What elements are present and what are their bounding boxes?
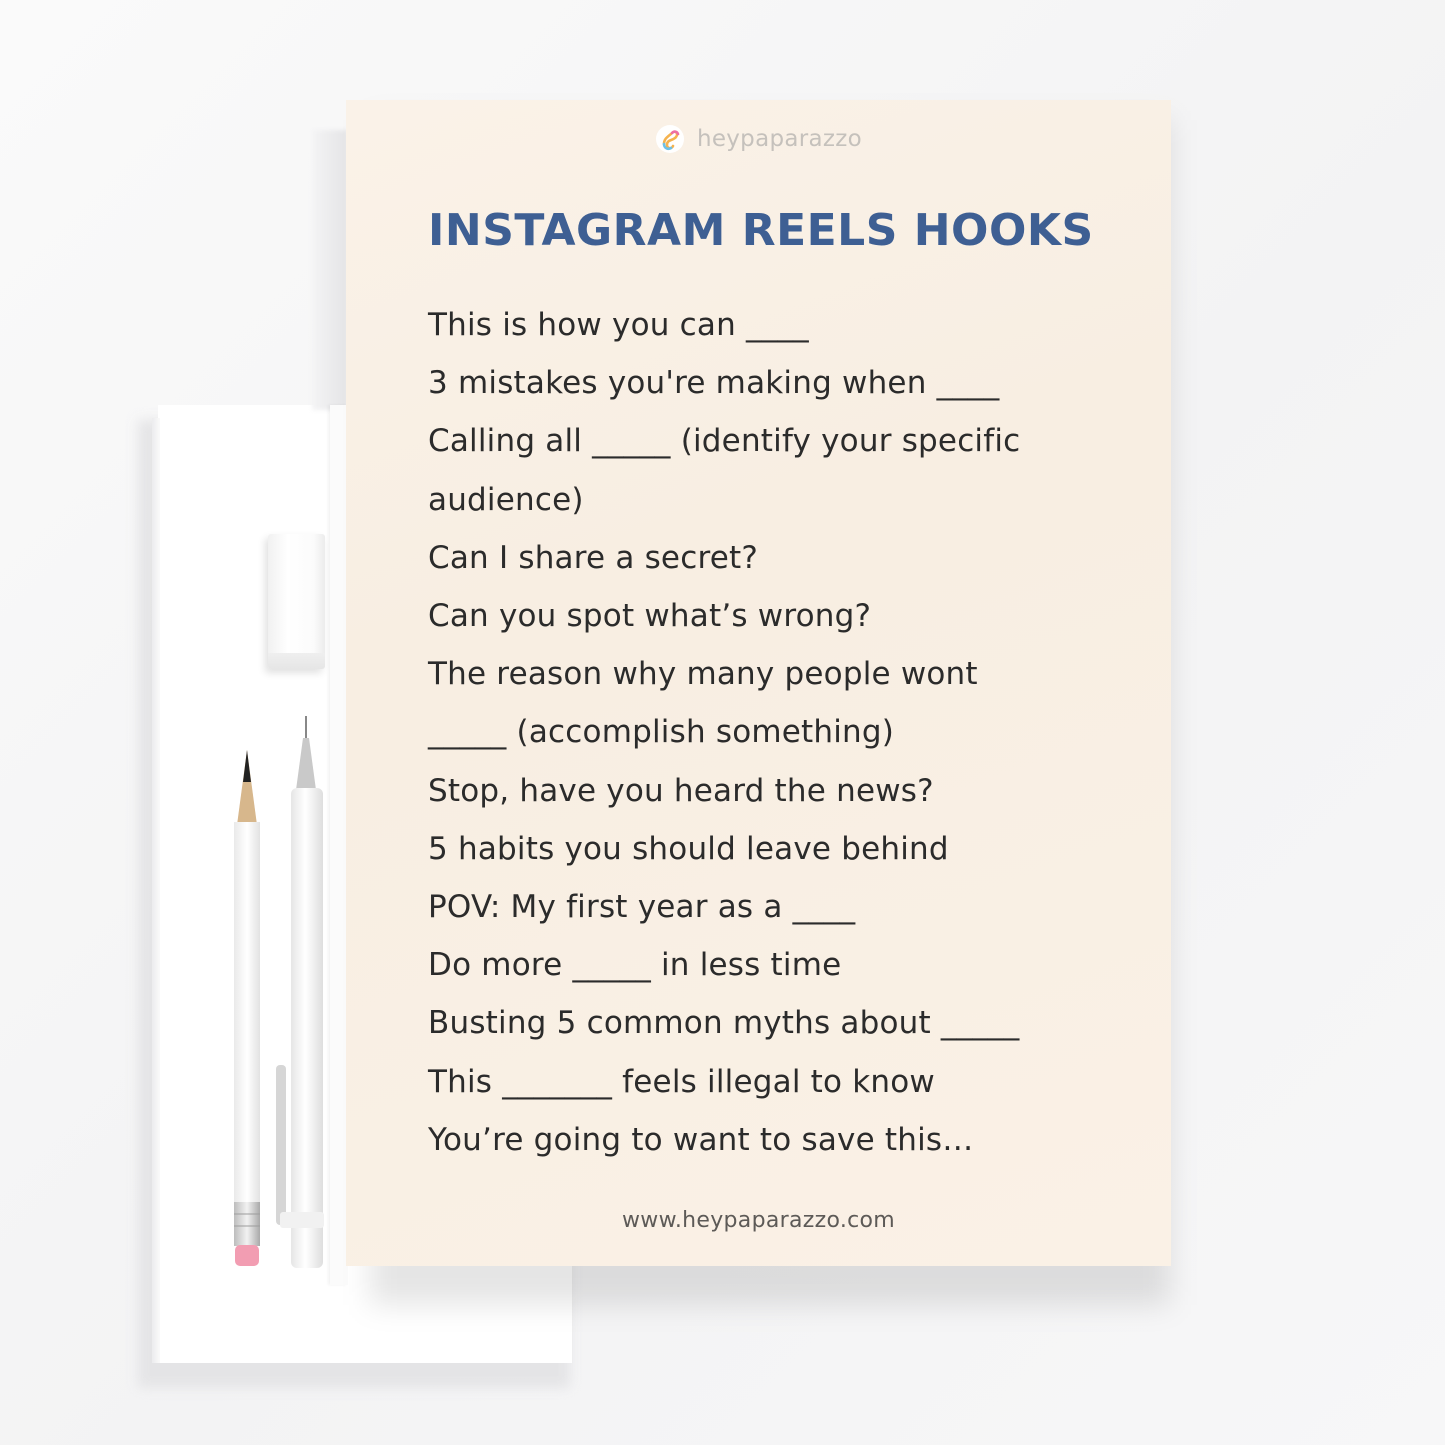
- list-item: audience): [428, 481, 584, 518]
- list-item: This _______ feels illegal to know: [428, 1063, 935, 1100]
- brand-name: heypaparazzo: [696, 126, 863, 152]
- list-item: Can I share a secret?: [428, 539, 758, 576]
- list-item: You’re going to want to save this…: [428, 1121, 974, 1158]
- list-item: POV: My first year as a ____: [428, 889, 856, 926]
- swirl-logo-icon: [655, 124, 685, 154]
- hooks-list: [428, 296, 1128, 1169]
- list-item: Can you spot what’s wrong?: [428, 598, 872, 635]
- brand-header: [346, 124, 1171, 154]
- list-item: _____ (accomplish something): [428, 714, 895, 751]
- list-item: The reason why many people wont: [428, 656, 978, 693]
- footer-url: www.heypaparazzo.com: [621, 1208, 896, 1233]
- hooks-sheet: [346, 100, 1171, 1266]
- list-item: 5 habits you should leave behind: [428, 830, 949, 867]
- list-item: Stop, have you heard the news?: [428, 772, 934, 809]
- list-item: 3 mistakes you're making when ____: [428, 365, 1000, 402]
- list-item: Do more _____ in less time: [428, 947, 842, 984]
- list-item: This is how you can ____: [428, 307, 809, 343]
- list-item: Calling all _____ (identify your specific: [428, 423, 1021, 460]
- page-title: INSTAGRAM REELS HOOKS: [428, 205, 1094, 256]
- list-item: Busting 5 common myths about _____: [428, 1005, 1020, 1042]
